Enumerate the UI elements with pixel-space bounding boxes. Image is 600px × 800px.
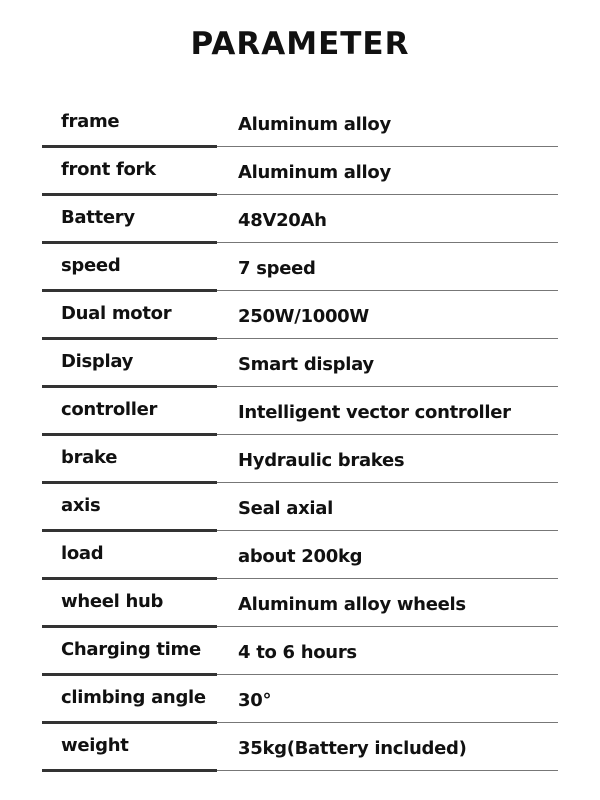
row-value: 7 speed — [238, 258, 316, 279]
table-row-front-fork — [42, 148, 558, 196]
row-label: speed — [61, 255, 121, 276]
row-label: Battery — [61, 207, 135, 228]
row-value: 35kg(Battery included) — [238, 738, 467, 759]
row-label: axis — [61, 495, 101, 516]
table-row-dual-motor — [42, 292, 558, 340]
row-label: Display — [61, 351, 134, 372]
row-value: 30° — [238, 690, 272, 711]
row-divider-right — [217, 434, 558, 435]
row-label: frame — [61, 111, 120, 132]
row-label: Dual motor — [61, 303, 172, 324]
row-divider-right — [217, 146, 558, 147]
table-row-load — [42, 532, 558, 580]
table-row-charging-time — [42, 628, 558, 676]
row-value: Aluminum alloy — [238, 162, 391, 183]
row-divider-right — [217, 626, 558, 627]
table-row-speed — [42, 244, 558, 292]
row-label: climbing angle — [61, 687, 206, 708]
row-divider-right — [217, 338, 558, 339]
row-value: 48V20Ah — [238, 210, 327, 231]
row-divider-right — [217, 290, 558, 291]
row-value: about 200kg — [238, 546, 363, 567]
row-label: Charging time — [61, 639, 201, 660]
row-divider-right — [217, 242, 558, 243]
row-value: 4 to 6 hours — [238, 642, 357, 663]
row-divider-right — [217, 578, 558, 579]
row-label: brake — [61, 447, 118, 468]
page-title: PARAMETER — [190, 26, 410, 62]
table-row-wheel-hub — [42, 580, 558, 628]
row-divider-right — [217, 530, 558, 531]
table-row-frame — [42, 100, 558, 148]
row-label: controller — [61, 399, 158, 420]
table-row-climbing-angle — [42, 676, 558, 724]
table-row-axis — [42, 484, 558, 532]
table-row-battery — [42, 196, 558, 244]
row-value: Smart display — [238, 354, 374, 375]
row-label: load — [61, 543, 104, 564]
table-row-controller — [42, 388, 558, 436]
row-label: weight — [61, 735, 129, 756]
row-divider-right — [217, 482, 558, 483]
row-label: front fork — [61, 159, 156, 180]
row-label: wheel hub — [61, 591, 164, 612]
row-divider-right — [217, 770, 558, 771]
row-value: Aluminum alloy wheels — [238, 594, 466, 615]
row-divider-right — [217, 722, 558, 723]
row-value: Intelligent vector controller — [238, 402, 511, 423]
row-value: 250W/1000W — [238, 306, 369, 327]
row-value: Aluminum alloy — [238, 114, 391, 135]
row-divider-right — [217, 386, 558, 387]
row-value: Seal axial — [238, 498, 333, 519]
row-divider-right — [217, 674, 558, 675]
row-divider-left — [42, 769, 217, 772]
parameter-table — [42, 100, 558, 772]
row-value: Hydraulic brakes — [238, 450, 405, 471]
table-row-display — [42, 340, 558, 388]
table-row-brake — [42, 436, 558, 484]
table-row-weight — [42, 724, 558, 772]
row-divider-right — [217, 194, 558, 195]
